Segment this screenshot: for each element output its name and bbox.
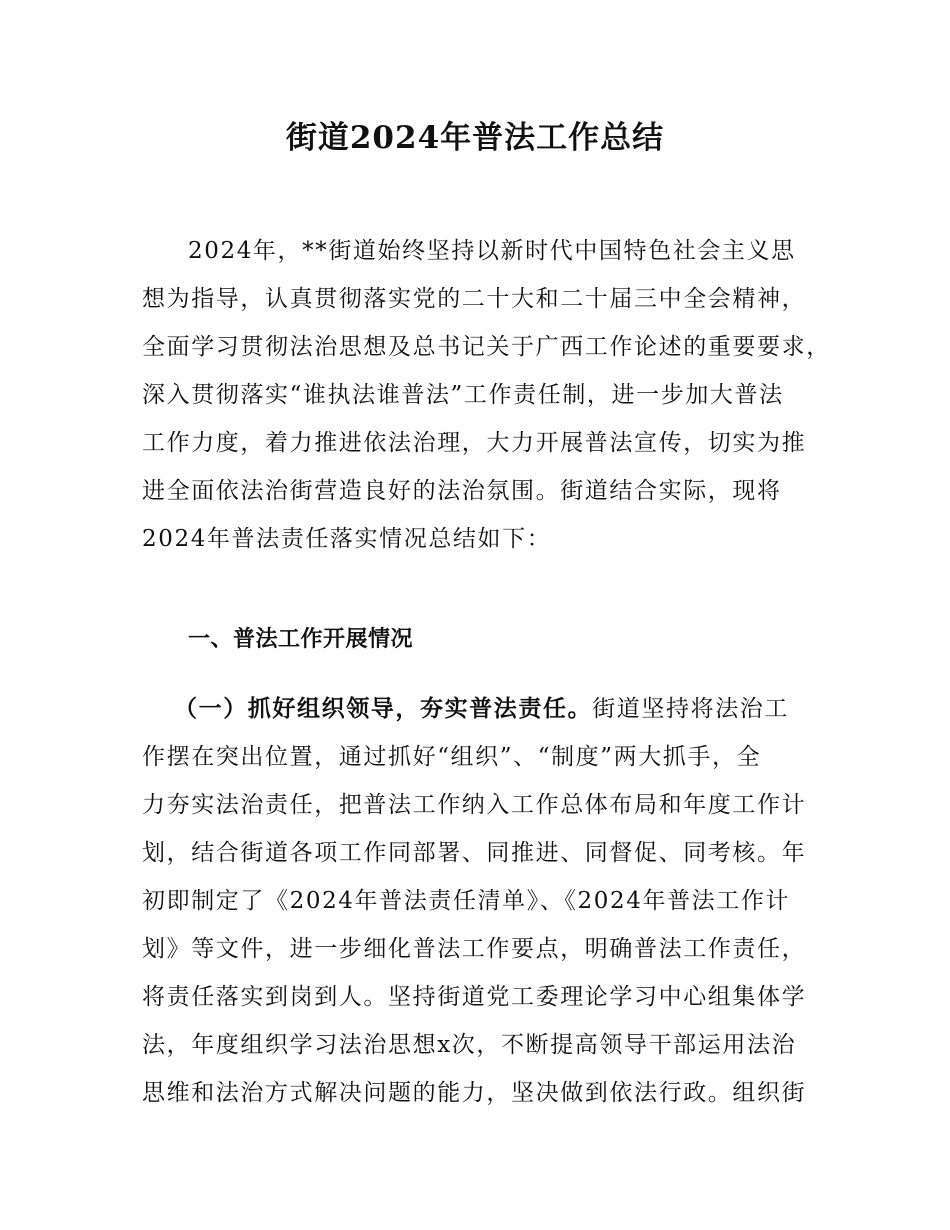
intro-line-2: 想为指导，认真贯彻落实党的二十大和二十届三中全会精神， [142,286,807,312]
intro-line-5: 工作力度，着力推进依法治理，大力开展普法宣传，切实为推 [142,430,807,456]
subsection-line-3: 划，结合街道各项工作同部署、同推进、同督促、同考核。年 [142,840,807,866]
subsection-first-line-rest: 街道坚持将法治工 [592,696,790,722]
subsection-line-4: 初即制定了《2024年普法责任清单》、《2024年普法工作计 [142,888,791,914]
subsection-line-6: 将责任落实到岗到人。坚持街道党工委理论学习中心组集体学 [142,984,807,1010]
document-title: 街道2024年普法工作总结 [285,120,665,156]
intro-line-4: 深入贯彻落实“谁执法谁普法”工作责任制，进一步加大普法 [142,382,784,408]
intro-line-3: 全面学习贯彻法治思想及总书记关于广西工作论述的重要要求， [142,334,831,360]
subsection-line-1: 作摆在突出位置，通过抓好“组织”、“制度”两大抓手，全 [142,744,762,770]
subsection-line-7: 法，年度组织学习法治思想x次，不断提高领导干部运用法治 [142,1032,797,1058]
intro-line-7: 2024年普法责任落实情况总结如下： [142,526,552,552]
intro-line-1: 2024年，**街道始终坚持以新时代中国特色社会主义思 [188,238,796,264]
intro-line-6: 进全面依法治街营造良好的法治氛围。街道结合实际，现将 [142,478,782,504]
section-heading-1: 一、普法工作开展情况 [188,627,414,652]
subsection-line-8: 思维和法治方式解决问题的能力，坚决做到依法行政。组织街 [142,1080,807,1106]
subsection-line-5: 划》等文件，进一步细化普法工作要点，明确普法工作责任， [142,936,807,962]
subsection-title: （一）抓好组织领导，夯实普法责任。 [174,696,593,722]
subsection-line-2: 力夯实法治责任，把普法工作纳入工作总体布局和年度工作计 [142,792,807,818]
subsection-paragraph-first-line [174,690,789,723]
